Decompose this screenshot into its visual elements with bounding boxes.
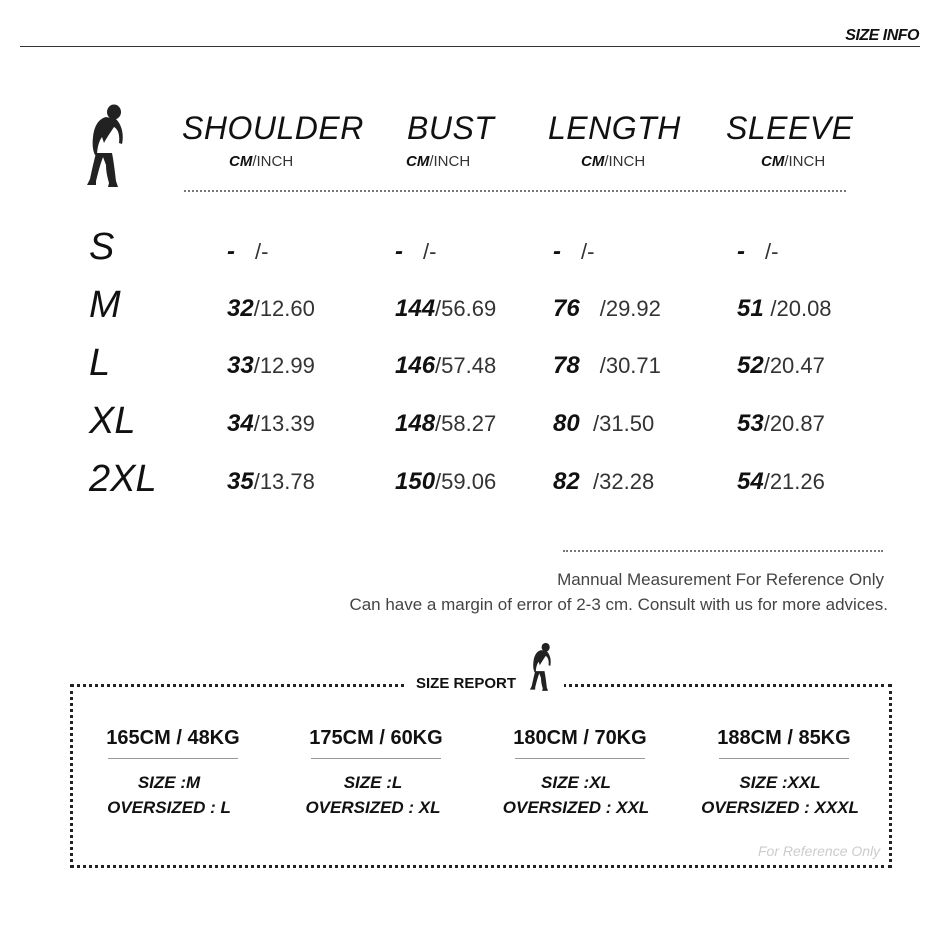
table-cell: 80 /31.50 <box>553 410 655 437</box>
measurement-note: Mannual Measurement For Reference Only <box>557 570 884 589</box>
table-cell: 144/56.69 <box>395 295 497 322</box>
unit-label-shoulder: CM/INCH <box>229 153 294 170</box>
header-divider <box>20 46 920 47</box>
unit-label-bust: CM/INCH <box>406 153 471 170</box>
report-entry-divider <box>515 758 645 759</box>
report-height-weight: 180CM / 70KG <box>513 727 647 749</box>
report-oversized: OVERSIZED : XL <box>305 798 441 817</box>
notes-dotted-divider <box>563 550 883 552</box>
human-figure-icon <box>84 103 128 189</box>
table-cell: 32/12.60 <box>227 295 315 322</box>
size-report-title: SIZE REPORT <box>416 675 517 692</box>
report-size: SIZE :XXL <box>739 773 821 792</box>
report-height-weight: 188CM / 85KG <box>717 727 851 749</box>
table-cell: 148/58.27 <box>395 410 497 437</box>
table-cell: 33/12.99 <box>227 352 315 379</box>
report-entry-divider <box>311 758 441 759</box>
column-header-bust: BUST <box>407 110 495 146</box>
table-cell: 150/59.06 <box>395 468 497 495</box>
table-cell: 78 /30.71 <box>553 352 661 379</box>
table-cell: 76 /29.92 <box>553 295 661 322</box>
column-header-sleeve: SLEEVE <box>726 110 854 146</box>
table-cell: 34/13.39 <box>227 410 315 437</box>
table-cell: - /- <box>395 238 437 265</box>
table-cell: - /- <box>737 238 779 265</box>
table-cell: 146/57.48 <box>395 352 497 379</box>
column-header-length: LENGTH <box>548 110 681 146</box>
page-title: SIZE INFO <box>845 27 919 44</box>
report-size: SIZE :M <box>137 773 201 792</box>
size-label-s: S <box>89 226 115 268</box>
table-cell: 53/20.87 <box>737 410 825 437</box>
report-entry-divider <box>719 758 849 759</box>
header-dotted-divider <box>184 190 846 192</box>
table-cell: 54/21.26 <box>737 468 825 495</box>
column-header-shoulder: SHOULDER <box>182 110 364 146</box>
report-height-weight: 165CM / 48KG <box>106 727 240 749</box>
report-size: SIZE :XL <box>541 773 611 792</box>
size-label-l: L <box>89 342 111 384</box>
report-entry-divider <box>108 758 238 759</box>
unit-label-length: CM/INCH <box>581 153 646 170</box>
table-cell: 51 /20.08 <box>737 295 832 322</box>
table-cell: - /- <box>553 238 595 265</box>
reference-only-footnote: For Reference Only <box>758 843 881 859</box>
report-oversized: OVERSIZED : L <box>107 798 231 817</box>
human-figure-small-icon <box>528 642 554 692</box>
table-cell: - /- <box>227 238 269 265</box>
margin-of-error-note: Can have a margin of error of 2-3 cm. Consult with us for more advices. <box>349 595 888 614</box>
report-size: SIZE :L <box>343 773 403 792</box>
table-cell: 52/20.47 <box>737 352 825 379</box>
report-height-weight: 175CM / 60KG <box>309 727 443 749</box>
report-oversized: OVERSIZED : XXXL <box>701 798 859 817</box>
size-label-2xl: 2XL <box>89 458 157 500</box>
report-oversized: OVERSIZED : XXL <box>502 798 650 817</box>
unit-label-sleeve: CM/INCH <box>761 153 826 170</box>
size-label-m: M <box>89 284 121 326</box>
table-cell: 82 /32.28 <box>553 468 655 495</box>
size-label-xl: XL <box>89 400 136 442</box>
table-cell: 35/13.78 <box>227 468 315 495</box>
